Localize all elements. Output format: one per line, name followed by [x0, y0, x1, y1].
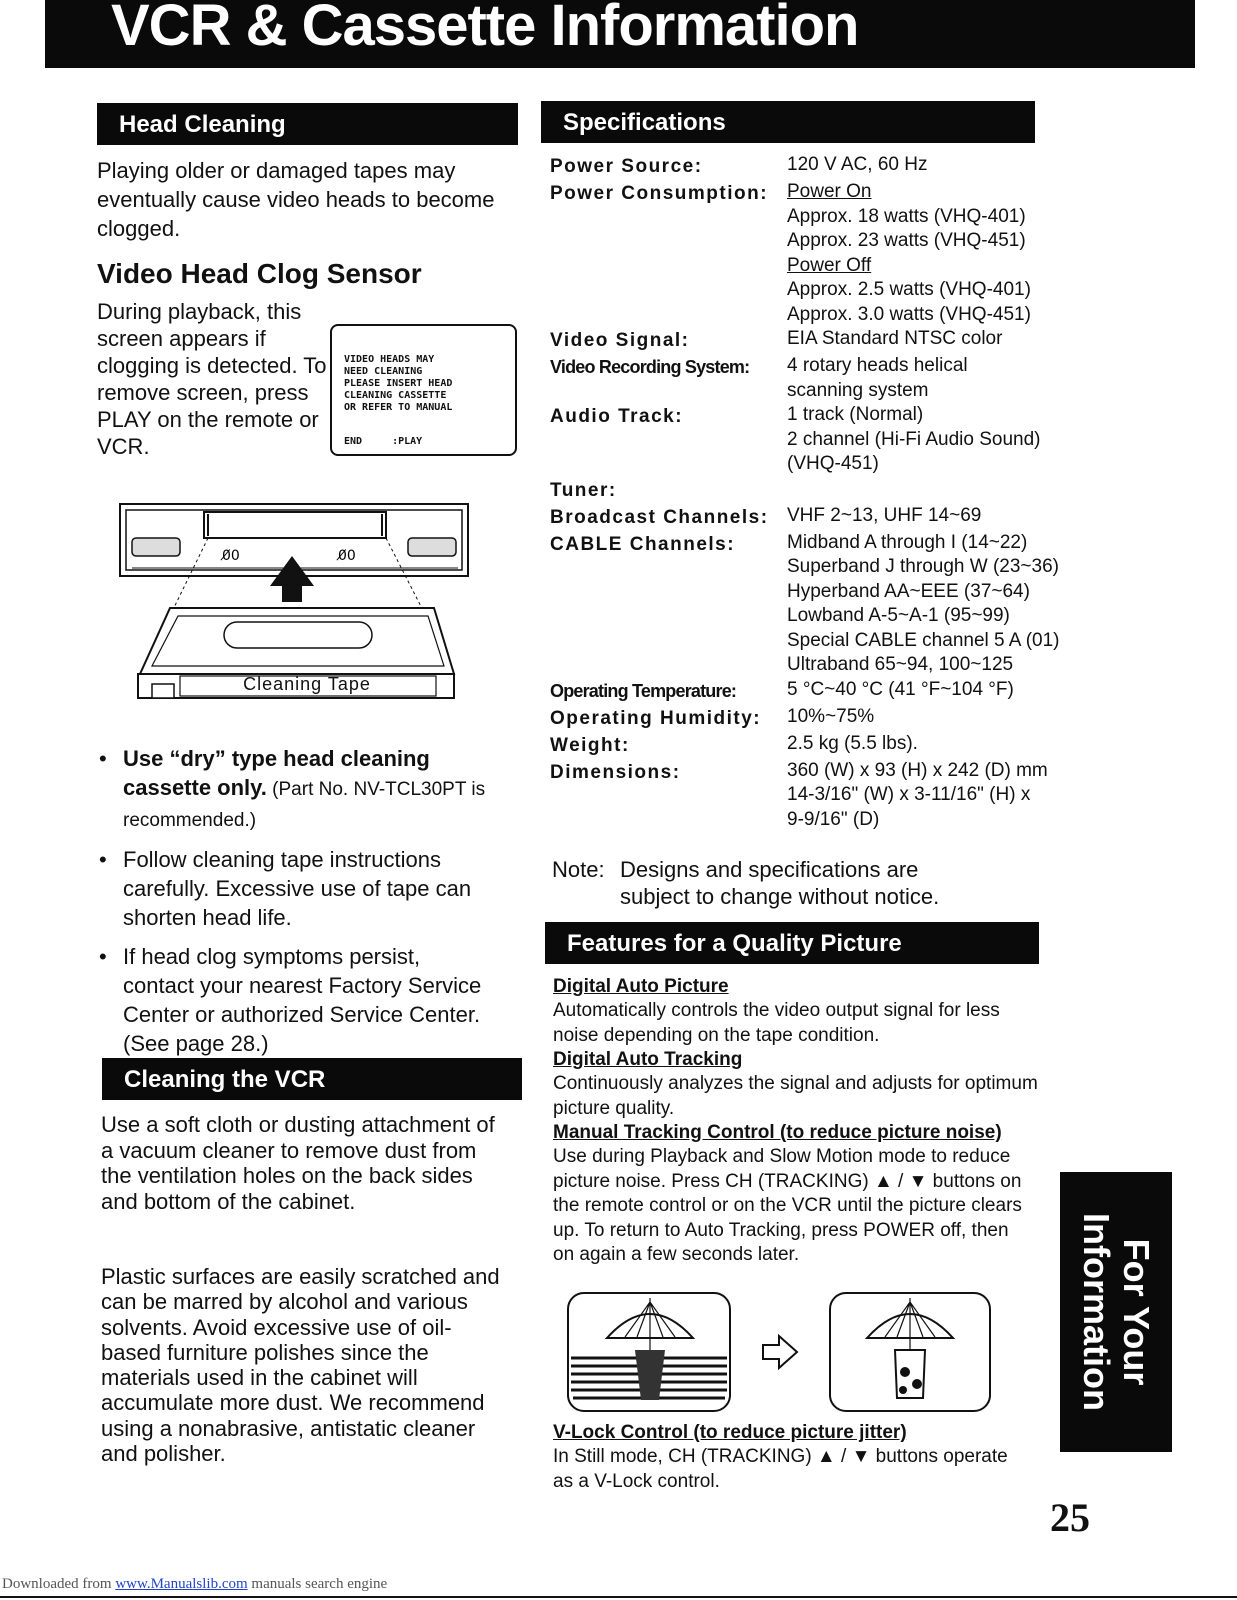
spec-label: Operating Temperature: — [550, 680, 737, 701]
clog-sensor-heading: Video Head Clog Sensor — [97, 258, 422, 289]
cleaning-vcr-para2: Plastic surfaces are easily scratched and can be marred by alcohol and various solvents. Avoid excessive use of oil-based furniture polishes since the materials used in the cabinet will accumulate more dust. We recommend using a nonabrasive, antistatic cleaner and polisher. — [101, 1264, 500, 1467]
specifications-table — [550, 153, 1070, 832]
spec-value: 9-9/16" (D) — [787, 808, 880, 830]
spec-value: Approx. 18 watts (VHQ-401) — [787, 205, 1026, 227]
spec-label: Operating Humidity: — [550, 707, 762, 729]
spec-row-op-humidity — [550, 705, 1070, 732]
for-your-information-tab — [1060, 1172, 1172, 1452]
osd-end-label: END — [344, 436, 363, 447]
cleaning-tape-label: Cleaning Tape — [243, 674, 371, 694]
svg-text:0̸0: 0̸0 — [338, 548, 356, 564]
spec-value: VHF 2~13, UHF 14~69 — [787, 504, 982, 526]
page-number: 25 — [1050, 1495, 1090, 1540]
spec-value: 4 rotary heads helical — [787, 355, 968, 376]
osd-line: OR REFER TO MANUAL — [344, 402, 453, 413]
spec-value: Approx. 23 watts (VHQ-451) — [787, 230, 1026, 251]
spec-label: Power Source: — [550, 156, 703, 177]
side-tab-line: For Your — [1116, 1238, 1157, 1386]
osd-play-label: :PLAY — [392, 436, 423, 447]
spec-value: 2.5 kg (5.5 lbs). — [787, 732, 918, 754]
osd-warning-screen — [330, 324, 517, 456]
spec-label: Audio Track: — [550, 406, 684, 427]
spec-value: Lowband A-5~A-1 (95~99) — [787, 605, 1010, 626]
spec-value: Hyperband AA~EEE (37~64) — [787, 580, 1030, 602]
spec-value: Approx. 2.5 watts (VHQ-401) — [787, 279, 1031, 300]
spec-label: Power Consumption: — [550, 183, 769, 204]
spec-value: Special CABLE channel 5 A (01) — [787, 629, 1060, 651]
feature-title: Digital Auto Tracking — [553, 1049, 743, 1070]
bullet-symptoms-persist: • If head clog symptoms persist, contact your nearest Factory Service Center or authorized Service Center. (See page 28.) — [97, 942, 497, 1058]
page-title: VCR & Cassette Information — [111, 0, 859, 58]
bullet-dry-cassette — [97, 744, 497, 835]
head-cleaning-heading: Head Cleaning — [97, 103, 518, 145]
cleaning-vcr-heading: Cleaning the VCR — [102, 1058, 522, 1100]
spec-row-tuner — [550, 477, 1070, 504]
bullet-follow-instructions: • Follow cleaning tape instructions carefully. Excessive use of tape can shorten head life. — [97, 845, 497, 932]
spec-label: Video Recording System: — [550, 357, 750, 377]
osd-line: NEED CLEANING — [344, 366, 423, 377]
spec-row-video-signal — [550, 327, 1070, 354]
spec-value: Ultraband 65~94, 100~125 — [787, 654, 1014, 675]
side-tab-line: Information — [1076, 1213, 1117, 1411]
spec-label: Broadcast Channels: — [550, 506, 769, 528]
spec-value: (VHQ-451) — [787, 453, 879, 474]
spec-value: Power On — [787, 181, 872, 202]
spec-value: 1 track (Normal) — [787, 404, 924, 425]
spec-value: 360 (W) x 93 (H) x 242 (D) mm — [787, 759, 1048, 781]
spec-value: 5 °C~40 °C (41 °F~104 °F) — [787, 678, 1014, 700]
features-list — [553, 975, 1043, 1268]
spec-row-cable — [550, 531, 1070, 678]
footer-prefix: Downloaded from — [2, 1576, 116, 1592]
feature-text: Automatically controls the video output signal for less noise depending on the tape condition. — [553, 1000, 1000, 1046]
spec-row-video-recording — [550, 354, 1070, 403]
download-footer — [2, 1576, 387, 1593]
feature-text: Continuously analyzes the signal and adjusts for optimum picture quality. — [553, 1073, 1038, 1119]
spec-label: Dimensions: — [550, 761, 681, 783]
spec-value: EIA Standard NTSC color — [787, 328, 1003, 349]
spec-value: 14-3/16" (W) x 3-11/16" (H) x — [787, 784, 1031, 805]
spec-row-weight — [550, 732, 1070, 759]
cleaning-vcr-para1: Use a soft cloth or dusting attachment of a vacuum cleaner to remove dust from the ventilation holes on the back sides and bottom of the cabinet. — [101, 1112, 495, 1214]
vlock-feature — [553, 1421, 1043, 1494]
noisy-to-clear-picture-icon — [565, 1290, 995, 1414]
spec-value: Approx. 3.0 watts (VHQ-451) — [787, 303, 1031, 325]
features-heading: Features for a Quality Picture — [545, 922, 1039, 964]
feature-title: Manual Tracking Control (to reduce picture noise) — [553, 1122, 1002, 1143]
head-cleaning-bullets — [97, 744, 497, 1068]
manualslib-link[interactable]: www.Manualslib.com — [115, 1576, 248, 1592]
vcr-cleaning-illustration — [112, 498, 477, 708]
bottom-rule — [0, 1596, 1237, 1598]
note-line: subject to change without notice. — [620, 884, 940, 909]
specs-note — [552, 856, 1022, 910]
feature-title: Digital Auto Picture — [553, 976, 729, 997]
spec-label: CABLE Channels: — [550, 533, 736, 555]
clog-sensor-text: During playback, this screen appears if clogging is detected. To remove screen, press PLAY on the remote or VCR. — [97, 299, 327, 459]
spec-row-op-temp — [550, 678, 1070, 705]
spec-row-dimensions — [550, 759, 1070, 833]
title-bar — [45, 0, 1195, 68]
note-label: Note: — [552, 857, 605, 882]
spec-value: Midband A through I (14~22) — [787, 531, 1028, 553]
feature-title: V-Lock Control (to reduce picture jitter) — [553, 1422, 907, 1443]
spec-label: Video Signal: — [550, 330, 690, 351]
spec-row-power-consumption — [550, 180, 1070, 327]
osd-line: VIDEO HEADS MAY — [344, 354, 435, 365]
tracking-illustration — [565, 1290, 995, 1414]
footer-suffix: manuals search engine — [247, 1576, 388, 1592]
head-cleaning-intro: Playing older or damaged tapes may eventually cause video heads to become clogged. — [97, 158, 495, 241]
spec-value: Superband J through W (23~36) — [787, 556, 1059, 577]
spec-value: 120 V AC, 60 Hz — [787, 154, 928, 175]
spec-row-power-source — [550, 153, 1070, 180]
specifications-heading: Specifications — [541, 101, 1035, 143]
spec-row-broadcast — [550, 504, 1070, 531]
spec-value: scanning system — [787, 379, 929, 401]
side-tab-text — [1076, 1213, 1156, 1411]
spec-row-audio-track — [550, 403, 1070, 477]
bullet-dry-bold: Use “dry” type head cleaning cassette only. — [123, 746, 430, 800]
spec-value: Power Off — [787, 254, 872, 276]
spec-value: 2 channel (Hi-Fi Audio Sound) — [787, 428, 1041, 450]
osd-line: PLEASE INSERT HEAD — [344, 378, 453, 389]
spec-label: Weight: — [550, 734, 630, 756]
bullet-dry-rest: (Part No. NV-TCL30PT is recommended.) — [123, 779, 486, 831]
feature-text: Use during Playback and Slow Motion mode to reduce picture noise. Press CH (TRACKING) ▲ / ▼ buttons on the remote control or on the VCR until the picture clears up. To return to Auto Tracking, press POWER off, then on again a few seconds later. — [553, 1146, 1022, 1265]
svg-text:0̸0: 0̸0 — [222, 548, 240, 564]
note-line: Designs and specifications are — [620, 857, 919, 882]
spec-label: Tuner: — [550, 479, 617, 501]
spec-value: 10%~75% — [787, 705, 875, 727]
feature-text: In Still mode, CH (TRACKING) ▲ / ▼ buttons operate as a V-Lock control. — [553, 1446, 1008, 1492]
osd-line: CLEANING CASSETTE — [344, 390, 447, 401]
